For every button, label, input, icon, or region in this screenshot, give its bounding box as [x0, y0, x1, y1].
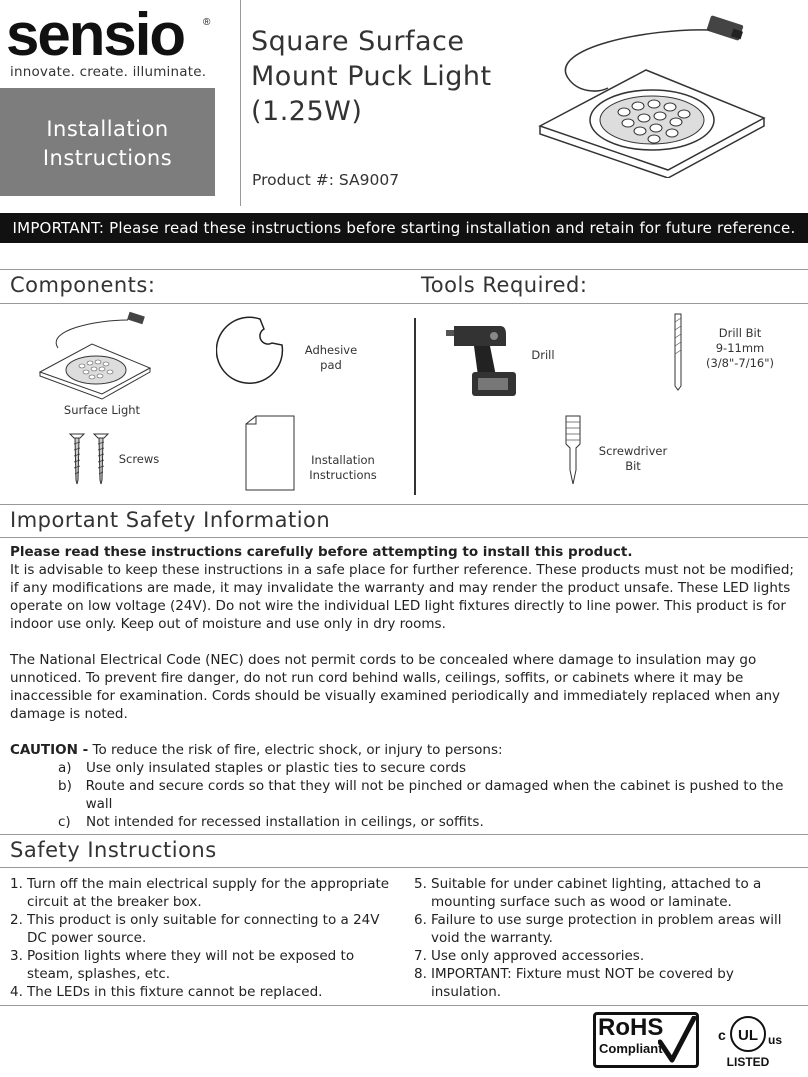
ul-text: UL: [738, 1027, 758, 1044]
screwdriver-bit-icon: [560, 414, 586, 486]
safety-list-left: [10, 875, 395, 1001]
safety-item-text: Position lights where they will not be exposed to steam, splashes, etc.: [27, 948, 355, 982]
drill-bit-icon: [670, 312, 686, 392]
footer-divider: [0, 1005, 808, 1006]
safety-item: [414, 875, 794, 911]
safety-item-text: This product is only suitable for connecting to a 24V DC power source.: [27, 912, 380, 946]
registered-mark: ®: [203, 17, 211, 28]
tools-heading: Tools Required:: [421, 273, 588, 297]
caution-marker: b): [58, 778, 72, 794]
safety-item-number: 3.: [10, 948, 23, 964]
components-heading: Components:: [10, 273, 156, 297]
safety-item-text: IMPORTANT: Fixture must NOT be covered by insulation.: [431, 966, 734, 1000]
safety-item-text: The LEDs in this fixture cannot be replaced.: [27, 984, 323, 1000]
caution-item: [58, 759, 803, 777]
header-divider: [240, 0, 241, 206]
safety-item: [10, 983, 395, 1001]
ul-c-text: c: [718, 1027, 726, 1043]
drill-bit-name: Drill Bit: [718, 326, 762, 340]
product-number: Product #: SA9007: [252, 171, 400, 189]
ul-us-text: us: [768, 1033, 783, 1047]
surface-light-label: Surface Light: [63, 403, 141, 417]
section-divider: [0, 834, 808, 835]
caution-marker: a): [58, 760, 72, 776]
rohs-title: RoHS: [598, 1014, 664, 1041]
doc-type-box: [0, 88, 215, 196]
safety-item: [10, 911, 395, 947]
puck-light-illustration: [528, 8, 788, 178]
adhesive-pad-icon: [216, 315, 286, 385]
brand-logo: sensio: [6, 1, 185, 68]
section-divider: [0, 303, 808, 304]
safety-item-number: 8.: [414, 966, 427, 982]
section-divider: [0, 504, 808, 505]
ul-listed-text: LISTED: [726, 1055, 770, 1069]
adhesive-pad-label: Adhesive pad: [304, 343, 358, 372]
safety-item: [414, 911, 794, 947]
drill-bit-label: [700, 326, 780, 371]
safety-item-text: Use only approved accessories.: [431, 948, 645, 964]
ul-listed-logo: [712, 1012, 784, 1072]
safety-info-body: [10, 543, 800, 633]
safety-item: [414, 965, 794, 1001]
safety-instructions-heading: Safety Instructions: [10, 838, 217, 862]
safety-item-number: 7.: [414, 948, 427, 964]
safety-item: [10, 875, 395, 911]
checkmark-icon: [658, 1016, 696, 1064]
safety-item-text: Failure to use surge protection in problem areas will void the warranty.: [431, 912, 782, 946]
important-banner: IMPORTANT: Please read these instructions before starting installation and retain for future reference.: [0, 213, 808, 243]
safety-info-heading: Important Safety Information: [10, 508, 331, 532]
screws-icon: [68, 430, 114, 486]
rohs-compliant: Compliant: [599, 1041, 663, 1056]
instructions-doc-label: Installation Instructions: [309, 453, 377, 482]
drill-bit-size: 9-11mm: [715, 341, 765, 355]
caution-marker: c): [58, 814, 71, 830]
safety-list-right: [414, 875, 794, 1001]
safety-info-para2: The National Electrical Code (NEC) does not permit cords to be concealed where damage to insulation may go unnoticed. To prevent fire danger, do not run cord behind walls, ceilings, soffits, or cabinets where it may be inaccessible for examination. Cords should be visually examined periodically and immediately replaced when any damage is noted.: [10, 652, 781, 722]
instructions-doc-icon: [244, 414, 298, 492]
page-title: Square Surface Mount Puck Light (1.25W): [251, 26, 492, 127]
components-tools-divider: [414, 318, 416, 495]
screwdriver-bit-label: Screwdriver Bit: [598, 444, 668, 473]
safety-item-text: Suitable for under cabinet lighting, attached to a mounting surface such as wood or laminate.: [431, 876, 762, 910]
drill-icon: [444, 322, 524, 400]
caution-item-text: Route and secure cords so that they will not be pinched or damaged when the cabinet is pushed to the wall: [85, 778, 784, 812]
drill-label: Drill: [531, 348, 555, 362]
safety-item: [10, 947, 395, 983]
safety-info-lead: Please read these instructions carefully before attempting to install this product.: [10, 544, 633, 560]
section-divider: [0, 867, 808, 868]
section-divider: [0, 537, 808, 538]
caution-label: CAUTION -: [10, 742, 89, 758]
caution-item-text: Use only insulated staples or plastic ties to secure cords: [86, 760, 467, 776]
safety-item-number: 5.: [414, 876, 427, 892]
safety-item-number: 1.: [10, 876, 23, 892]
safety-item-number: 4.: [10, 984, 23, 1000]
screws-label: Screws: [118, 452, 160, 466]
surface-light-icon: [36, 310, 166, 400]
safety-item-number: 6.: [414, 912, 427, 928]
doc-type-label: Installation Instructions: [42, 117, 173, 170]
safety-info-para1: It is advisable to keep these instructions in a safe place for further reference. These products must not be modified; if any modifications are made, it may invalidate the warranty and may render the product unsafe. These LED lights operate on low voltage (24V). Do not wire the individual LED light fixtures directly to line power. This product is for indoor use only. Keep out of moisture and use only in dry rooms.: [10, 562, 794, 632]
safety-item-number: 2.: [10, 912, 23, 928]
caution-item-text: Not intended for recessed installation in ceilings, or soffits.: [86, 814, 484, 830]
drill-bit-inch: (3/8"-7/16"): [705, 356, 775, 370]
caution-text: To reduce the risk of fire, electric shock, or injury to persons:: [92, 742, 503, 758]
tagline: innovate. create. illuminate.: [10, 64, 207, 80]
section-divider: [0, 269, 808, 270]
safety-item-text: Turn off the main electrical supply for the appropriate circuit at the breaker box.: [27, 876, 390, 910]
caution-item: [58, 813, 803, 831]
caution-line: [10, 741, 800, 759]
caution-list: [58, 759, 803, 831]
caution-item: [58, 777, 803, 813]
safety-item: [414, 947, 794, 965]
